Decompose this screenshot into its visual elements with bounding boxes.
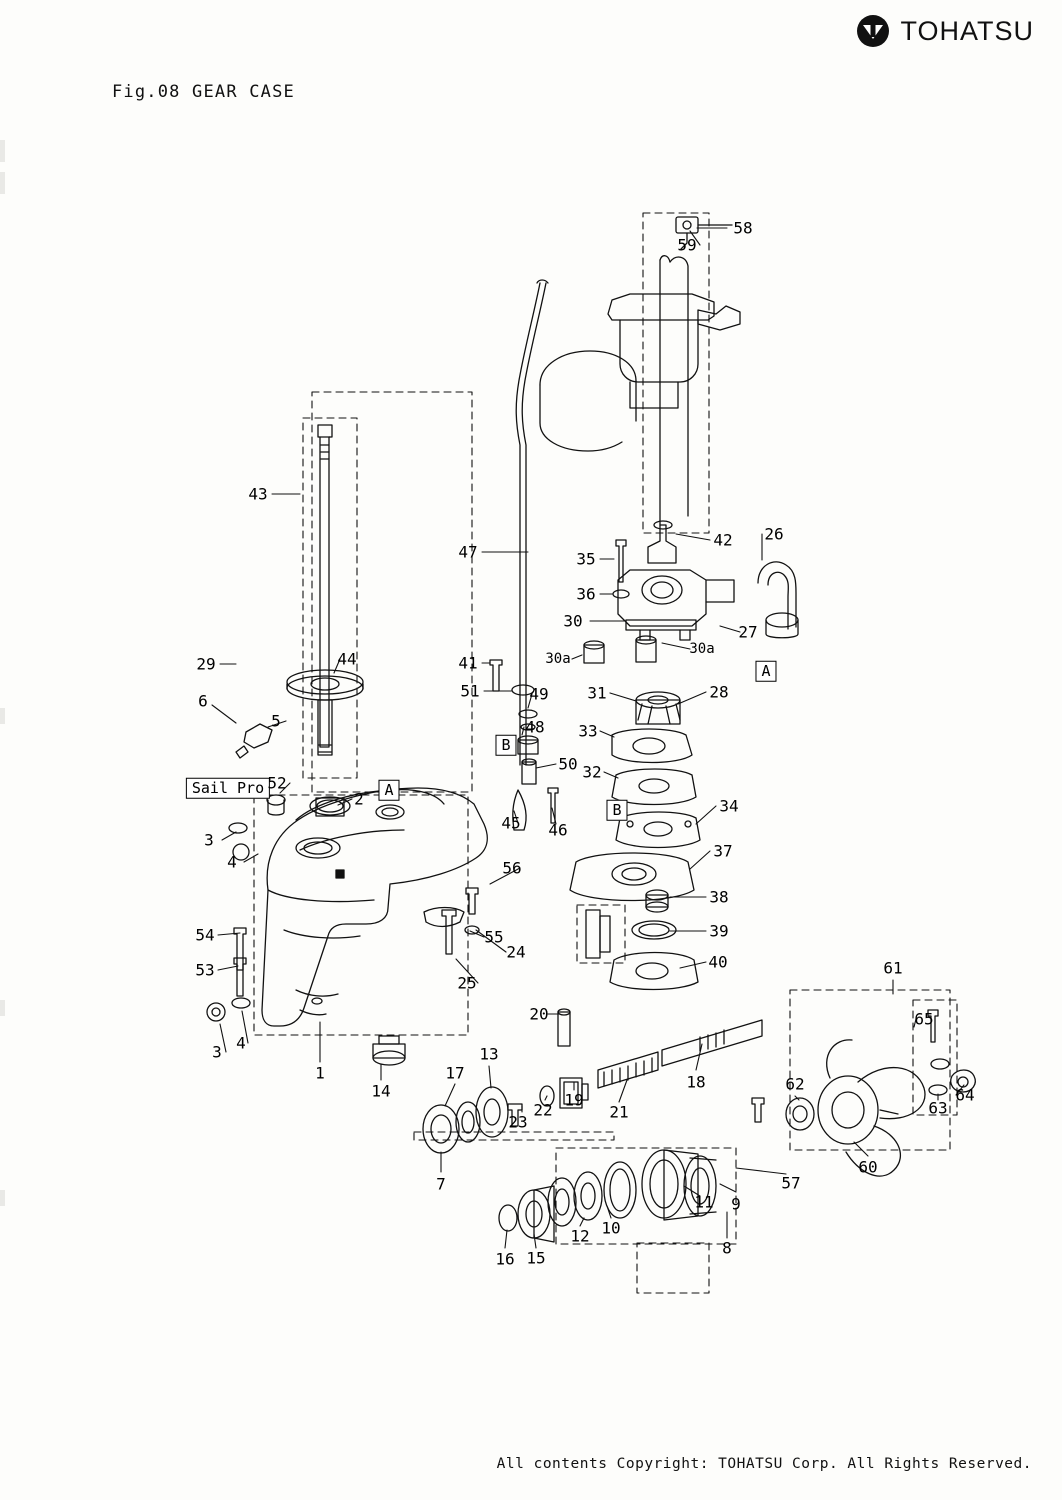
part-callout-18: 18 xyxy=(686,1072,706,1092)
part-callout-19: 19 xyxy=(564,1090,584,1110)
part-callout-45: 45 xyxy=(501,813,521,833)
part-callout-64: 64 xyxy=(955,1085,975,1105)
part-callout-59: 59 xyxy=(677,235,697,255)
part-callout-56: 56 xyxy=(502,858,522,878)
part-callout-15: 15 xyxy=(526,1248,546,1268)
part-callout-40: 40 xyxy=(708,952,728,972)
part-callout-46: 46 xyxy=(548,820,568,840)
part-callout-48: 48 xyxy=(525,717,545,737)
part-callout-36: 36 xyxy=(576,584,596,604)
figure-title: Fig.08 GEAR CASE xyxy=(112,82,295,102)
part-callout-49: 49 xyxy=(529,684,549,704)
part-callout-13: 13 xyxy=(479,1044,499,1064)
part-callout-1: 1 xyxy=(315,1063,325,1083)
part-callout-34: 34 xyxy=(719,796,739,816)
part-callout-62: 62 xyxy=(785,1074,805,1094)
part-callout-50: 50 xyxy=(558,754,578,774)
part-callout-54: 54 xyxy=(195,925,215,945)
part-callout-14: 14 xyxy=(371,1081,391,1101)
part-callout-22: 22 xyxy=(533,1100,553,1120)
boxed-label-sail-pro: Sail Pro xyxy=(186,778,270,799)
part-callout-10: 10 xyxy=(601,1218,621,1238)
boxed-label-b: B xyxy=(606,800,627,821)
part-callout-60: 60 xyxy=(858,1157,878,1177)
part-callout-5: 5 xyxy=(271,711,281,731)
part-callout-32: 32 xyxy=(582,762,602,782)
boxed-label-a: A xyxy=(378,780,399,801)
part-callout-65: 65 xyxy=(914,1009,934,1029)
part-callout-53: 53 xyxy=(195,960,215,980)
part-callout-25: 25 xyxy=(457,973,477,993)
part-callout-52: 52 xyxy=(267,773,287,793)
part-callout-11: 11 xyxy=(694,1192,714,1212)
part-callout-30a: 30a xyxy=(689,641,715,657)
part-callout-30: 30 xyxy=(563,611,583,631)
part-callout-63: 63 xyxy=(928,1098,948,1118)
part-callout-27: 27 xyxy=(738,622,758,642)
part-callout-42: 42 xyxy=(713,530,733,550)
part-callout-61: 61 xyxy=(883,958,903,978)
part-callout-47: 47 xyxy=(458,542,478,562)
boxed-label-a: A xyxy=(755,661,776,682)
part-callout-17: 17 xyxy=(445,1063,465,1083)
part-callout-44: 44 xyxy=(337,649,357,669)
brand-name: TOHATSU xyxy=(900,15,1034,46)
part-callout-8: 8 xyxy=(722,1238,732,1258)
part-callout-23: 23 xyxy=(508,1112,528,1132)
part-callout-12: 12 xyxy=(570,1226,590,1246)
part-callout-9: 9 xyxy=(731,1194,741,1214)
part-callout-3: 3 xyxy=(212,1042,222,1062)
part-callout-29: 29 xyxy=(196,654,216,674)
part-callout-3: 3 xyxy=(204,830,214,850)
part-callout-39: 39 xyxy=(709,921,729,941)
part-callout-16: 16 xyxy=(495,1249,515,1269)
part-callout-4: 4 xyxy=(227,852,237,872)
part-callout-58: 58 xyxy=(733,218,753,238)
part-callout-26: 26 xyxy=(764,524,784,544)
part-callout-30a: 30a xyxy=(545,651,571,667)
part-callout-41: 41 xyxy=(458,653,478,673)
part-callout-43: 43 xyxy=(248,484,268,504)
part-callout-6: 6 xyxy=(198,691,208,711)
part-callout-57: 57 xyxy=(781,1173,801,1193)
part-callout-4: 4 xyxy=(236,1033,246,1053)
part-callout-20: 20 xyxy=(529,1004,549,1024)
part-callout-51: 51 xyxy=(460,681,480,701)
part-callout-35: 35 xyxy=(576,549,596,569)
part-callout-31: 31 xyxy=(587,683,607,703)
part-callout-33: 33 xyxy=(578,721,598,741)
part-callout-24: 24 xyxy=(506,942,526,962)
copyright-notice: All contents Copyright: TOHATSU Corp. All Rights Reserved. xyxy=(496,1456,1032,1472)
part-callout-37: 37 xyxy=(713,841,733,861)
part-callout-21: 21 xyxy=(609,1102,629,1122)
boxed-label-b: B xyxy=(495,735,516,756)
part-callout-2: 2 xyxy=(354,789,364,809)
part-callout-7: 7 xyxy=(436,1174,446,1194)
part-callout-55: 55 xyxy=(484,927,504,947)
part-callout-38: 38 xyxy=(709,887,729,907)
part-callout-28: 28 xyxy=(709,682,729,702)
